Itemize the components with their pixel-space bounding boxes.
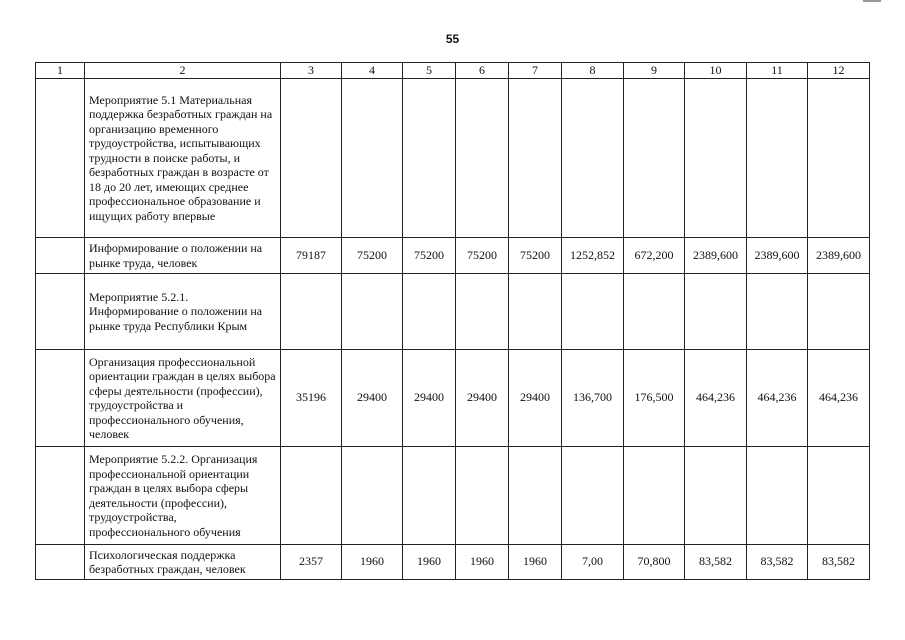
value-cell: 83,582 [747, 544, 808, 579]
value-cell: 1960 [403, 544, 456, 579]
row-description: Организация профессиональной ориентации граждан в целях выбора сферы деятельности (профессии), трудоустройства и профессионального обучения, человек [85, 349, 281, 446]
value-cell [281, 446, 342, 544]
value-cell [281, 78, 342, 237]
table-row [36, 273, 870, 349]
row-description: Мероприятие 5.2.2. Организация профессиональной ориентации граждан в целях выбора сферы деятельности (профессии), трудоустройства, профессионального обучения [85, 446, 281, 544]
value-cell [747, 446, 808, 544]
value-cell: 75200 [403, 237, 456, 273]
column-header: 4 [342, 63, 403, 79]
value-cell [509, 446, 562, 544]
value-cell: 2389,600 [808, 237, 870, 273]
value-cell [685, 446, 747, 544]
table-row [36, 446, 870, 544]
value-cell: 2389,600 [747, 237, 808, 273]
value-cell [624, 78, 685, 237]
row-description: Психологическая поддержка безработных граждан, человек [85, 544, 281, 579]
value-cell [456, 78, 509, 237]
value-cell [747, 78, 808, 237]
column-header: 12 [808, 63, 870, 79]
table-row [36, 349, 870, 446]
value-cell [808, 446, 870, 544]
value-cell: 1252,852 [562, 237, 624, 273]
value-cell: 83,582 [808, 544, 870, 579]
value-cell: 29400 [456, 349, 509, 446]
row-number-cell [36, 273, 85, 349]
value-cell: 35196 [281, 349, 342, 446]
column-header: 9 [624, 63, 685, 79]
value-cell [624, 446, 685, 544]
value-cell [562, 78, 624, 237]
value-cell [685, 273, 747, 349]
row-number-cell [36, 349, 85, 446]
value-cell [509, 78, 562, 237]
column-header: 6 [456, 63, 509, 79]
value-cell: 75200 [342, 237, 403, 273]
column-header: 2 [85, 63, 281, 79]
table-row [36, 78, 870, 237]
data-table [35, 62, 870, 580]
row-description: Мероприятие 5.2.1. Информирование о положении на рынке труда Республики Крым [85, 273, 281, 349]
value-cell: 1960 [456, 544, 509, 579]
value-cell [562, 273, 624, 349]
value-cell: 176,500 [624, 349, 685, 446]
value-cell: 29400 [403, 349, 456, 446]
value-cell: 79187 [281, 237, 342, 273]
row-description: Мероприятие 5.1 Материальная поддержка безработных граждан на организацию временного трудоустройства, испытывающих трудности в поиске работы, и безработных граждан в возрасте от 18 до 20 лет, имеющих среднее профессиональное образование и ищущих работу впервые [85, 78, 281, 237]
value-cell [281, 273, 342, 349]
value-cell: 464,236 [747, 349, 808, 446]
column-header: 11 [747, 63, 808, 79]
value-cell [685, 78, 747, 237]
column-header: 7 [509, 63, 562, 79]
value-cell [403, 273, 456, 349]
value-cell: 29400 [509, 349, 562, 446]
value-cell: 70,800 [624, 544, 685, 579]
value-cell [808, 78, 870, 237]
value-cell [403, 446, 456, 544]
row-number-cell [36, 446, 85, 544]
value-cell [509, 273, 562, 349]
value-cell: 2389,600 [685, 237, 747, 273]
value-cell [624, 273, 685, 349]
value-cell: 7,00 [562, 544, 624, 579]
value-cell [562, 446, 624, 544]
corner-mark [863, 0, 881, 2]
column-header: 5 [403, 63, 456, 79]
value-cell [808, 273, 870, 349]
value-cell: 1960 [509, 544, 562, 579]
value-cell [747, 273, 808, 349]
value-cell [403, 78, 456, 237]
value-cell: 75200 [509, 237, 562, 273]
value-cell: 2357 [281, 544, 342, 579]
value-cell: 1960 [342, 544, 403, 579]
value-cell: 464,236 [808, 349, 870, 446]
value-cell [342, 446, 403, 544]
value-cell: 464,236 [685, 349, 747, 446]
column-header: 10 [685, 63, 747, 79]
value-cell: 83,582 [685, 544, 747, 579]
value-cell: 672,200 [624, 237, 685, 273]
table-row [36, 237, 870, 273]
header-row [36, 63, 870, 79]
table-row [36, 544, 870, 579]
value-cell [342, 78, 403, 237]
column-header: 8 [562, 63, 624, 79]
column-header: 3 [281, 63, 342, 79]
row-number-cell [36, 78, 85, 237]
value-cell: 75200 [456, 237, 509, 273]
row-number-cell [36, 237, 85, 273]
value-cell [456, 446, 509, 544]
value-cell: 29400 [342, 349, 403, 446]
column-header: 1 [36, 63, 85, 79]
page-number: 55 [445, 32, 460, 46]
value-cell [342, 273, 403, 349]
row-description: Информирование о положении на рынке труда, человек [85, 237, 281, 273]
value-cell: 136,700 [562, 349, 624, 446]
value-cell [456, 273, 509, 349]
row-number-cell [36, 544, 85, 579]
